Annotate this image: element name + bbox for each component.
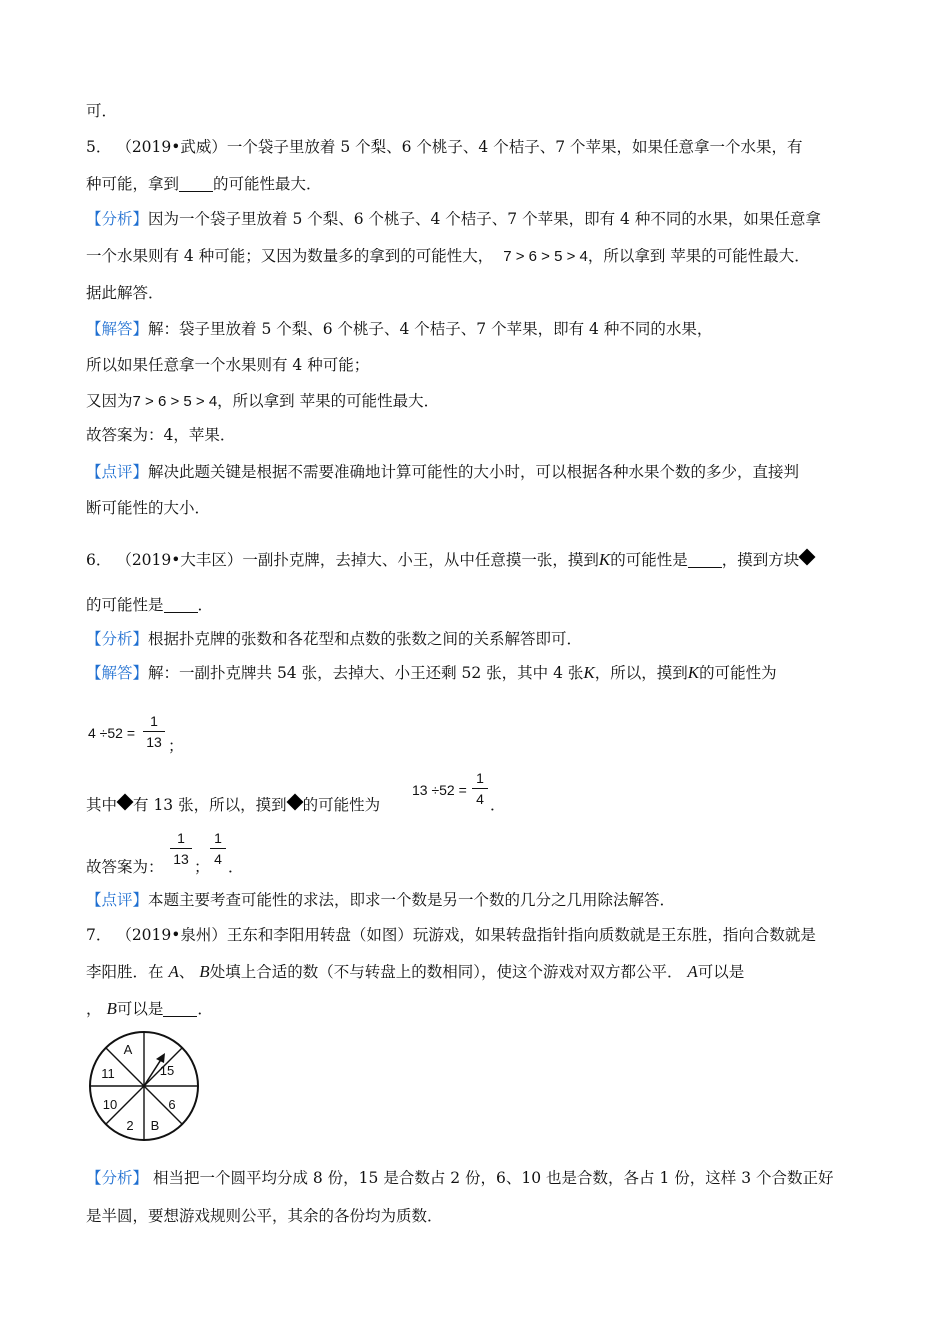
q5-comment-2: 断可能性的大小． [86,499,211,517]
answer-fraction-1-4: 1 4 [210,829,226,868]
q5-analysis: 【分析】因为一个袋子里放着 5 个梨、6 个桃子、4 个桔子、7 个苹果，即有 4 种不同的水果，如果任意拿 [86,210,821,228]
q5-stem: 5． （2019•武威）一个袋子里放着 5 个梨、6 个桃子、4 个桔子、7 个苹果，如果任意拿一个水果，有 [86,138,803,156]
period: ． [490,796,506,814]
spinner-label-10: 10 [102,1097,118,1112]
q5-analysis-2: 一个水果则有 4 种可能；又因为数量多的拿到的可能性大， 7 > 6 > 5 > 4，所以拿到 苹果的可能性最大． [86,247,810,265]
q7-stem-3: ， B可以是 ． [86,999,213,1018]
q6-stem-2: 的可能性是 ． [86,596,214,614]
expression-4-div-52: 4 ÷52 = [88,725,135,741]
spinner-label-11: 11 [101,1066,115,1081]
q6-answer: 故答案为： [86,858,164,876]
spinner-diagram [84,1030,204,1142]
diamond-suit-icon [799,549,816,566]
answer-fraction-1-13: 1 13 [170,829,192,868]
q7-stem: 7． （2019•泉州）王东和李阳用转盘（如图）玩游戏，如果转盘指针指向质数就是王东胜，指向合数就是 [86,926,816,944]
q5-analysis-3: 据此解答． [86,284,164,302]
spinner-label-15: 15 [159,1063,175,1078]
fraction-1-13: 1 13 [143,712,165,751]
spinner-label-6: 6 [168,1097,176,1112]
answer-blank [164,596,198,613]
q6-solution-3: 其中 有 13 张，所以，摸到 的可能性为 [86,794,380,816]
q7-stem-2: 李阳胜．在 A、 B处填上合适的数（不与转盘上的数相同），使这个游戏对双方都公平． A可以是 [86,962,745,981]
q5-stem-2: 种可能，拿到 的可能性最大． [86,175,322,193]
spinner-label-2: 2 [126,1118,134,1133]
answer-blank [163,1000,197,1017]
answer-blank [179,175,213,192]
fraction-1-4: 1 4 [472,769,488,808]
q6-analysis: 【分析】根据扑克牌的张数和各花型和点数的张数之间的关系解答即可． [86,630,583,648]
q7-analysis-2: 是半圆，要想游戏规则公平，其余的各份均为质数． [86,1207,443,1225]
q5-solution: 【解答】解：袋子里放着 5 个梨、6 个桃子、4 个桔子、7 个苹果，即有 4 种不同的水果， [86,320,713,338]
q6-solution: 【解答】解：一副扑克牌共 54 张，去掉大、小王还剩 52 张，其中 4 张K，所以，摸到K的可能性为 [86,663,777,682]
spinner-label-a: A [123,1042,133,1057]
period: ． [228,858,244,876]
q7-analysis: 【分析】 相当把一个圆平均分成 8 份，15 是合数占 2 份，6、10 也是合数，各占 1 份，这样 3 个合数正好 [86,1169,834,1187]
semicolon: ； [194,858,210,876]
q5-solution-3: 又因为7 > 6 > 5 > 4，所以拿到 苹果的可能性最大． [86,392,440,410]
text-line: 可． [86,102,118,120]
diamond-suit-icon [117,794,134,811]
q5-comment: 【点评】解决此题关键是根据不需要准确地计算可能性的大小时，可以根据各种水果个数的多少，直接判 [86,463,800,481]
q5-answer: 故答案为：4，苹果． [86,426,236,444]
expression-13-div-52: 13 ÷52 = [412,782,467,798]
q6-stem: 6． （2019•大丰区）一副扑克牌，去掉大、小王，从中任意摸一张，摸到K的可能性是 ，摸到方块 [86,549,815,571]
diamond-suit-icon [286,794,303,811]
q5-solution-2: 所以如果任意拿一个水果则有 4 种可能； [86,356,370,374]
q6-comment: 【点评】本题主要考查可能性的求法，即求一个数是另一个数的几分之几用除法解答． [86,891,676,909]
spinner-label-b: B [150,1118,160,1133]
semicolon: ； [168,737,184,755]
answer-blank [688,551,722,568]
